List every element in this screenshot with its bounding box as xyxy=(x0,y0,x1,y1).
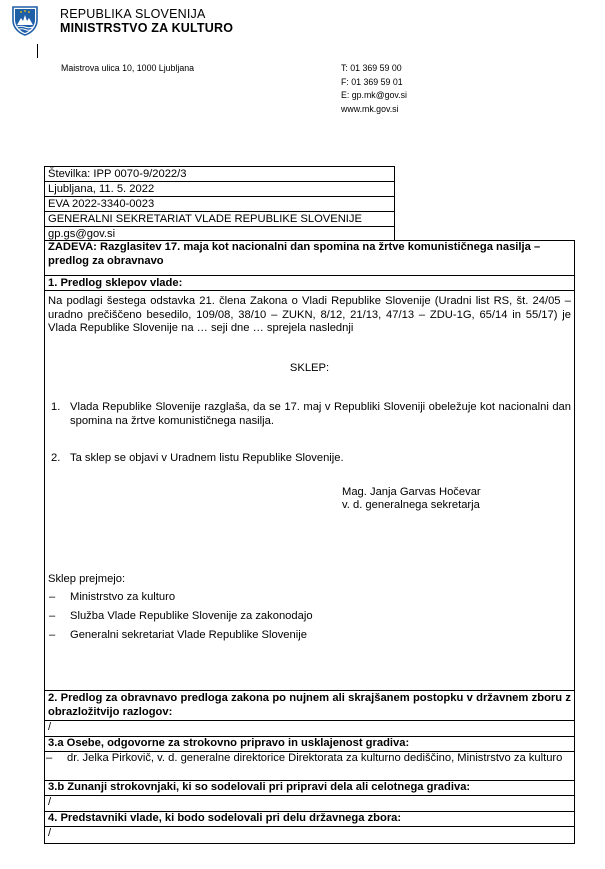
recipient-item: – Generalni sekretariat Vlade Republike Slovenije xyxy=(49,629,307,641)
recipient-email: gp.gs@gov.si xyxy=(48,228,116,240)
eva-number: EVA 2022-3340-0023 xyxy=(45,197,394,212)
proposal-table xyxy=(44,240,575,844)
sklep-item: 2. Ta sklep se objavi v Uradnem listu Republike Slovenije. xyxy=(51,452,344,464)
section1-intro: Na podlagi šestega odstavka 21. člena Zakona o Vladi Republike Slovenije (Uradni list RS, št. 24/05 – uradno prečiščeno besedilo, 109/08, 38/10 – ZUKN, 8/12, 21/13, 47/13 – ZDU-1G, 65/14 in 55/17) je Vlada Republike Slovenije na … seji dne … sprejela naslednji xyxy=(48,295,571,334)
sklep-items xyxy=(48,401,571,466)
section4-title: 4. Predstavniki vlade, ki bodo sodelovali pri delu državnega zbora: xyxy=(45,811,574,826)
text-cursor xyxy=(37,44,38,58)
subject-row xyxy=(45,241,574,275)
subject-label: ZADEVA: xyxy=(48,241,97,253)
ministry-name: MINISTRSTVO ZA KULTURO xyxy=(60,21,234,35)
section2-value: / xyxy=(45,720,574,736)
sklep-heading: SKLEP: xyxy=(289,361,330,374)
section2-title: 2. Predlog za obravnavo predloga zakona po nujnem ali skrajšanem postopku v državnem zboru z obrazložitvijo razlogov: xyxy=(45,690,574,720)
subject-text: Razglasitev 17. maja kot nacionalni dan spomina na žrtve komunističnega nasilja – predlog za obravnavo xyxy=(48,241,541,267)
fax: F: 01 369 59 01 xyxy=(341,76,403,87)
place-date: Ljubljana, 11. 5. 2022 xyxy=(45,182,394,197)
phone: T: 01 369 59 00 xyxy=(341,63,402,73)
section3a-title: 3.a Osebe, odgovorne za strokovno pripravo in usklajenost gradiva: xyxy=(45,736,574,751)
section1-body xyxy=(45,290,574,690)
section1-title: 1. Predlog sklepov vlade: xyxy=(45,275,574,290)
recipients-list xyxy=(48,588,571,645)
email: E: gp.mk@gov.si xyxy=(341,90,407,100)
recipient-item: – Služba Vlade Republike Slovenije za zakonodajo xyxy=(49,610,313,622)
section3b-title: 3.b Zunanji strokovnjaki, ki so sodelovali pri pripravi dela ali celotnega gradiva: xyxy=(45,780,574,795)
section3a-item: – dr. Jelka Pirkovič, v. d. generalne direktorice Direktorata za kulturno dediščino, Ministrstvo za kulturo xyxy=(45,751,574,780)
section3b-value: / xyxy=(45,795,574,811)
website: www.mk.gov.si xyxy=(341,103,399,114)
section4-value: / xyxy=(45,826,574,843)
signatory-title: v. d. generalnega sekretarja xyxy=(342,499,480,511)
contact-block xyxy=(341,62,407,116)
signature-block xyxy=(342,486,571,513)
document-number: Številka: IPP 0070-9/2022/3 xyxy=(45,167,394,182)
republic-name: REPUBLIKA SLOVENIJA xyxy=(60,7,206,21)
recipient-item: – Ministrstvo za kulturo xyxy=(49,591,176,603)
coat-of-arms-icon xyxy=(12,6,38,36)
recipient: GENERALNI SEKRETARIAT VLADE REPUBLIKE SLOVENIJE xyxy=(45,212,394,227)
sklep-item: 1. Vlada Republike Slovenije razglaša, da se 17. maj v Republiki Sloveniji obeležuje kot nacionalni dan spomina na žrtve komunističnega nasilja. xyxy=(51,401,571,427)
recipients-label: Sklep prejmejo: xyxy=(48,572,126,585)
signatory-name: Mag. Janja Garvas Hočevar xyxy=(342,485,481,498)
document-meta-table xyxy=(44,166,395,241)
ministry-address: Maistrova ulica 10, 1000 Ljubljana xyxy=(61,63,195,73)
